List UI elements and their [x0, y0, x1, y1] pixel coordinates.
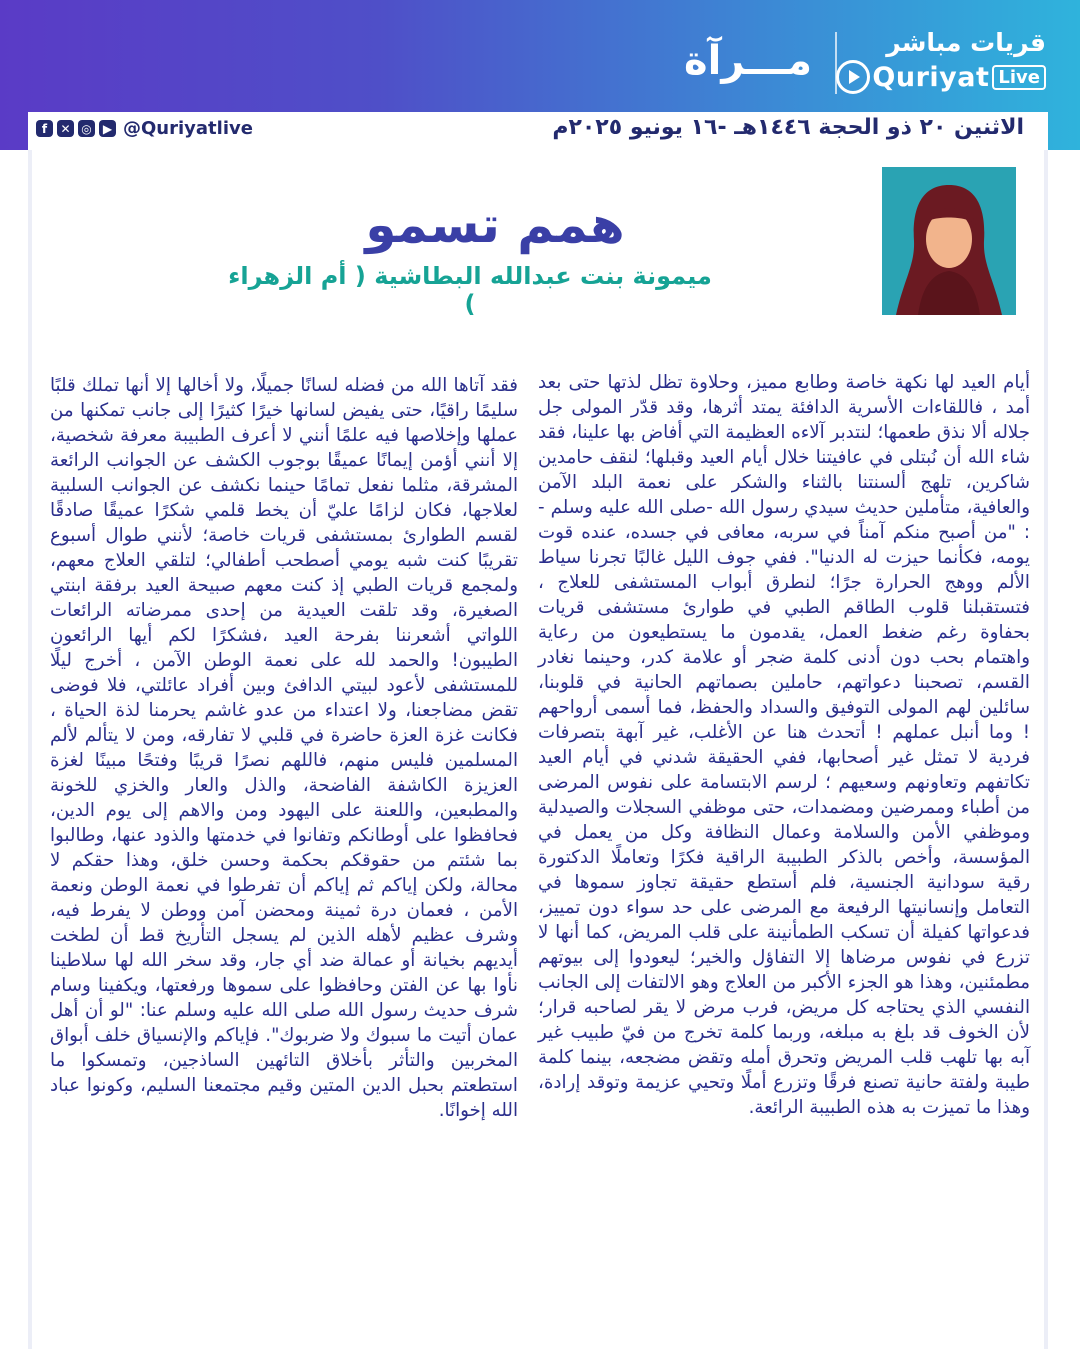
article-title: همم تسمو	[365, 196, 625, 254]
article-author: ميمونة بنت عبدالله البطاشية ( أم الزهراء )	[228, 262, 712, 318]
brand-latin-name: Quriyat	[872, 61, 990, 93]
info-bar	[28, 112, 1048, 150]
header-banner	[0, 0, 1080, 150]
brand-logo	[856, 28, 1046, 98]
instagram-icon[interactable]: ◎	[78, 120, 95, 137]
article-column-right: أيام العيد لها نكهة خاصة وطابع مميز، وحلاوة تظل لذتها حتى بعد أمد ، فاللقاءات الأسرية الدافئة يمتد أثرها، وقد قدّر المولى جل جلاله ألا نذق طعمها؛ لنتدبر آلاءه العظيمة التي أفاض بها علينا، فقد شاء الله أن نُبتلى في عافيتنا خلال أيام العيد وقبلها؛ لنقف حامدين شاكرين، تلهج ألسنتنا بالثناء والشكر على نعمة البلد الآمن والعافية، متأملين حديث سيدي رسول الله -صلى الله عليه وسلم - : "من أصبح منكم آمناً في سربه، معافى في جسده، عنده قوت يومه، فكأنما حيزت له الدنيا". ففي جوف الليل غالبًا تجرنا سياط الألم ووهج الحرارة جرًا؛ لنطرق أبواب المستشفى للعلاج ، فتستقبلنا قلوب الطاقم الطبي في طوارئ مستشفى قريات بحفاوة رغم ضغط العمل، يقدمون ما يستطيعون من رعاية واهتمام بحب دون أدنى كلمة ضجر أو علامة كدر، وحينما نغادر القسم، تصحبنا دعواتهم، حاملين بصماتهم الحانية في قلوبنا، سائلين لهم المولى التوفيق والسداد والحفظ، فما أسمى أرواحهم ! وما أنبل عملهم ! أتحدث هنا عن الأغلب، غير آبهة بتصرفات فردية لا تمثل غير أصحابها، ففي الحقيقة شدني في أيام العيد تكاتفهم وتعاونهم وسعيهم ؛ لرسم الابتسامة على نفوس المرضى من أطباء وممرضين ومضمدات، حتى موظفي السجلات والصيدلية وموظفي الأمن والسلامة وعمال النظافة وكل من يعمل في المؤسسة، وأخص بالذكر الطبيبة الراقية فكرًا وتعاملًا الدكتورة رقية سودانية الجنسية، فلم أستطع حقيقة تجاوز سموها في التعامل وإنسانيتها الرفيعة مع المرضى على حد سواء دون تمييز، فدعواتها كفيلة أن تسكب الطمأنينة على قلب المريض، كما أنها لا تزرع في نفوس مرضاها إلا التفاؤل والخير؛ ليعودوا إلى بيوتهم مطمئنين، وهذا هو الجزء الأكبر من العلاج وهو الالتفات إلى الجانب النفسي الذي يحتاجه كل مريض، فرب مرض لا يقر لصاحبه قرار؛ لأن الخوف قد بلغ به مبلغه، وربما كلمة تخرج من فيّ طبيب غير آبه بها تلهب قلب المريض وتحرق أمله وتقض مضجعه، بينما كلمة طيبة ولفتة حانية تصنع فرقًا وتزرع أملًا وتحيي عزيمة وتوقد إرادة، وهذا ما تميزت به هذه الطبيبة الرائعة.	[538, 372, 1030, 1118]
publish-date: الاثنين ٢٠ ذو الحجة ١٤٤٦هـ -١٦ يونيو ٢٠٢٥م	[552, 115, 1024, 140]
author-avatar	[882, 167, 1016, 315]
play-icon	[836, 60, 870, 94]
social-links	[36, 118, 253, 139]
brand-latin-logo	[836, 60, 1046, 94]
x-icon[interactable]: ✕	[57, 120, 74, 137]
live-badge: Live	[992, 65, 1046, 90]
brand-arabic-name: قريات مباشر	[886, 28, 1046, 57]
header-divider	[835, 32, 837, 94]
social-handle[interactable]: @Quriyatlive	[123, 118, 253, 139]
youtube-icon[interactable]: ▶	[99, 120, 116, 137]
section-title: مـــرآة	[684, 38, 812, 84]
author-silhouette-icon	[882, 167, 1016, 315]
facebook-icon[interactable]: f	[36, 120, 53, 137]
article-column-left: فقد آتاها الله من فضله لسانًا جميلًا، ولا أخالها إلا أنها تملك قلبًا سليمًا راقيًا، حتى يفيض لسانها خيرًا كثيرًا إلى جانب تمكنها من عملها وإخلاصها فيه علمًا أنني لا أعرف الطبيبة معرفة شخصية، إلا أنني أؤمن إيمانًا عميقًا بوجوب الكشف عن الجوانب الرائعة المشرقة، مثلما نفعل تمامًا حينما نكشف عن الجوانب السلبية لعلاجها، فكان لزامًا عليّ أن يخط قلمي شكرًا عميقًا صادقًا لقسم الطوارئ بمستشفى قريات خاصة؛ لأنني طوال أسبوع تقريبًا كنت شبه يومي أصطحب أطفالي؛ لتلقي العلاج معهم، ولمجمع قريات الطبي إذ كنت معهم صبيحة العيد برفقة ابنتي الصغيرة، وقد تلقت العيدية من إحدى ممرضاته الرائعات اللواتي أشعرننا بفرحة العيد ،فشكرًا لكم أيها الرائعون الطيبون! والحمد لله على نعمة الوطن الآمن ، أخرج ليلًا للمستشفى لأعود لبيتي الدافئ وبين أفراد عائلتي، فلا فوضى تقض مضاجعنا، ولا اعتداء من عدو غاشم يحرمنا لذة الحياة ، فكانت غزة العزة حاضرة في قلبي لا تفارقه، ومن لا يتألم لألم المسلمين فليس منهم، فاللهم نصرًا قريبًا وفتحًا مبينًا لغزة العزيزة الكاشفة الفاضحة، والذل والعار والخزي للخونة والمطبعين، واللعنة على اليهود ومن والاهم إلى يوم الدين، فحافظوا على أوطانكم وتفانوا في خدمتها والذود عنها، وطالبوا بما شئتم من حقوقكم بحكمة وحسن خلق، وهذا حقكم لا محالة، ولكن إياكم ثم إياكم أن تفرطوا في نعمة الوطن ونعمة الأمن ، فعمان درة ثمينة ومحضن آمن ووطن لا يفرط فيه، وشرف عظيم لأهله الذين لم يسجل التأريخ قط أن لطخت أيديهم بخيانة أو عمالة ضد أي جار، وقد سخر الله لها سلاطينا نأوا بها عن الفتن وحافظوا على سموها ورفعتها، ويكفينا وسام شرف حديث رسول الله صلى الله عليه وسلم عنا: "لو أن أهل عمان أتيت ما سبوك ولا ضربوك". فإياكم والإنسياق خلف أبواق المخربين والتأثر بأخلاق التائهين الساذجين، وتمسكوا ما استطعتم بحبل الدين المتين وقيم مجتمعنا السليم، وكونوا عباد الله إخوانًا.	[50, 375, 518, 1121]
